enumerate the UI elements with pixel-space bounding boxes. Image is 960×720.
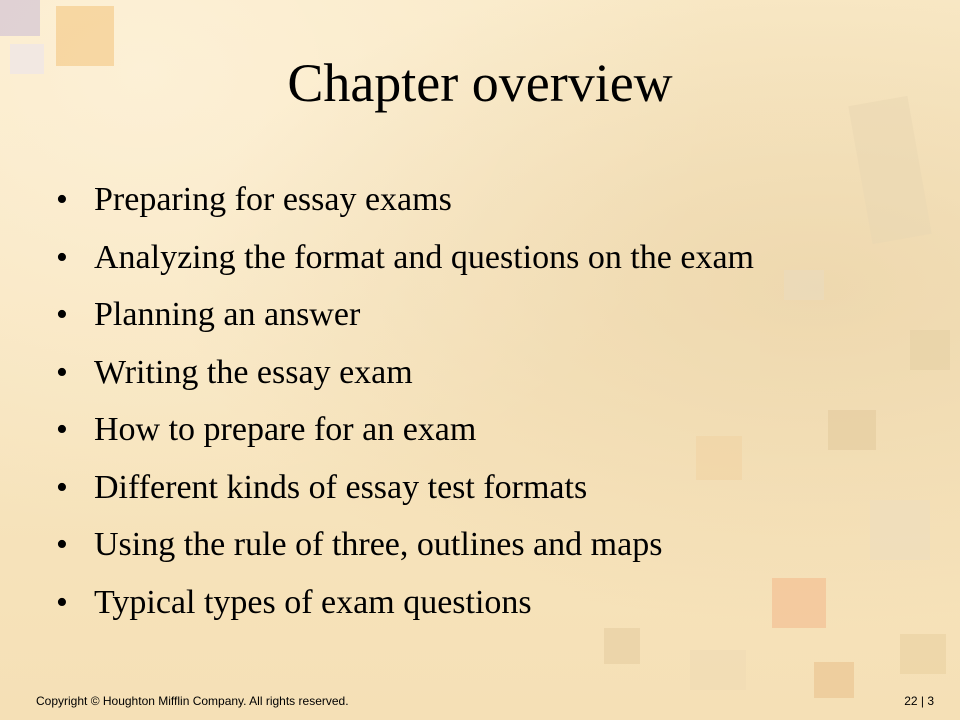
- bullet-item: [56, 234, 916, 292]
- bullet-icon: •: [56, 353, 68, 391]
- bullet-icon: •: [56, 583, 68, 621]
- bullet-icon: •: [56, 238, 68, 276]
- bullet-icon: •: [56, 296, 68, 333]
- bullet-item: [56, 406, 916, 464]
- decorative-square: [814, 662, 854, 698]
- bullet-item: [56, 176, 916, 234]
- bullet-icon: •: [56, 411, 68, 448]
- bullet-icon: •: [56, 526, 68, 563]
- page-number: 22 | 3: [904, 694, 934, 708]
- bullet-item: [56, 579, 916, 637]
- bullet-text: Different kinds of essay test formats: [94, 468, 588, 506]
- bullet-text: Using the rule of three, outlines and maps: [94, 526, 663, 563]
- bullet-item: [56, 291, 916, 349]
- decorative-square: [690, 650, 746, 690]
- decorative-square: [0, 0, 40, 36]
- bullet-item: [56, 349, 916, 407]
- bullet-text: Planning an answer: [94, 296, 361, 333]
- bullet-item: [56, 464, 916, 522]
- slide-title: Chapter overview: [287, 53, 673, 113]
- copyright-footer: Copyright © Houghton Mifflin Company. All rights reserved.: [36, 694, 349, 708]
- bullet-text: Writing the essay exam: [94, 353, 413, 391]
- decorative-square: [900, 634, 946, 674]
- bullet-icon: •: [56, 181, 68, 218]
- bullet-text: Analyzing the format and questions on the exam: [94, 238, 754, 276]
- bullet-text: Typical types of exam questions: [94, 583, 532, 621]
- bullet-item: [56, 521, 916, 579]
- bullet-text: Preparing for essay exams: [94, 181, 452, 218]
- bullet-text: How to prepare for an exam: [94, 411, 477, 448]
- decorative-square: [910, 330, 950, 370]
- bullet-list: [56, 176, 916, 636]
- bullet-icon: •: [56, 468, 68, 506]
